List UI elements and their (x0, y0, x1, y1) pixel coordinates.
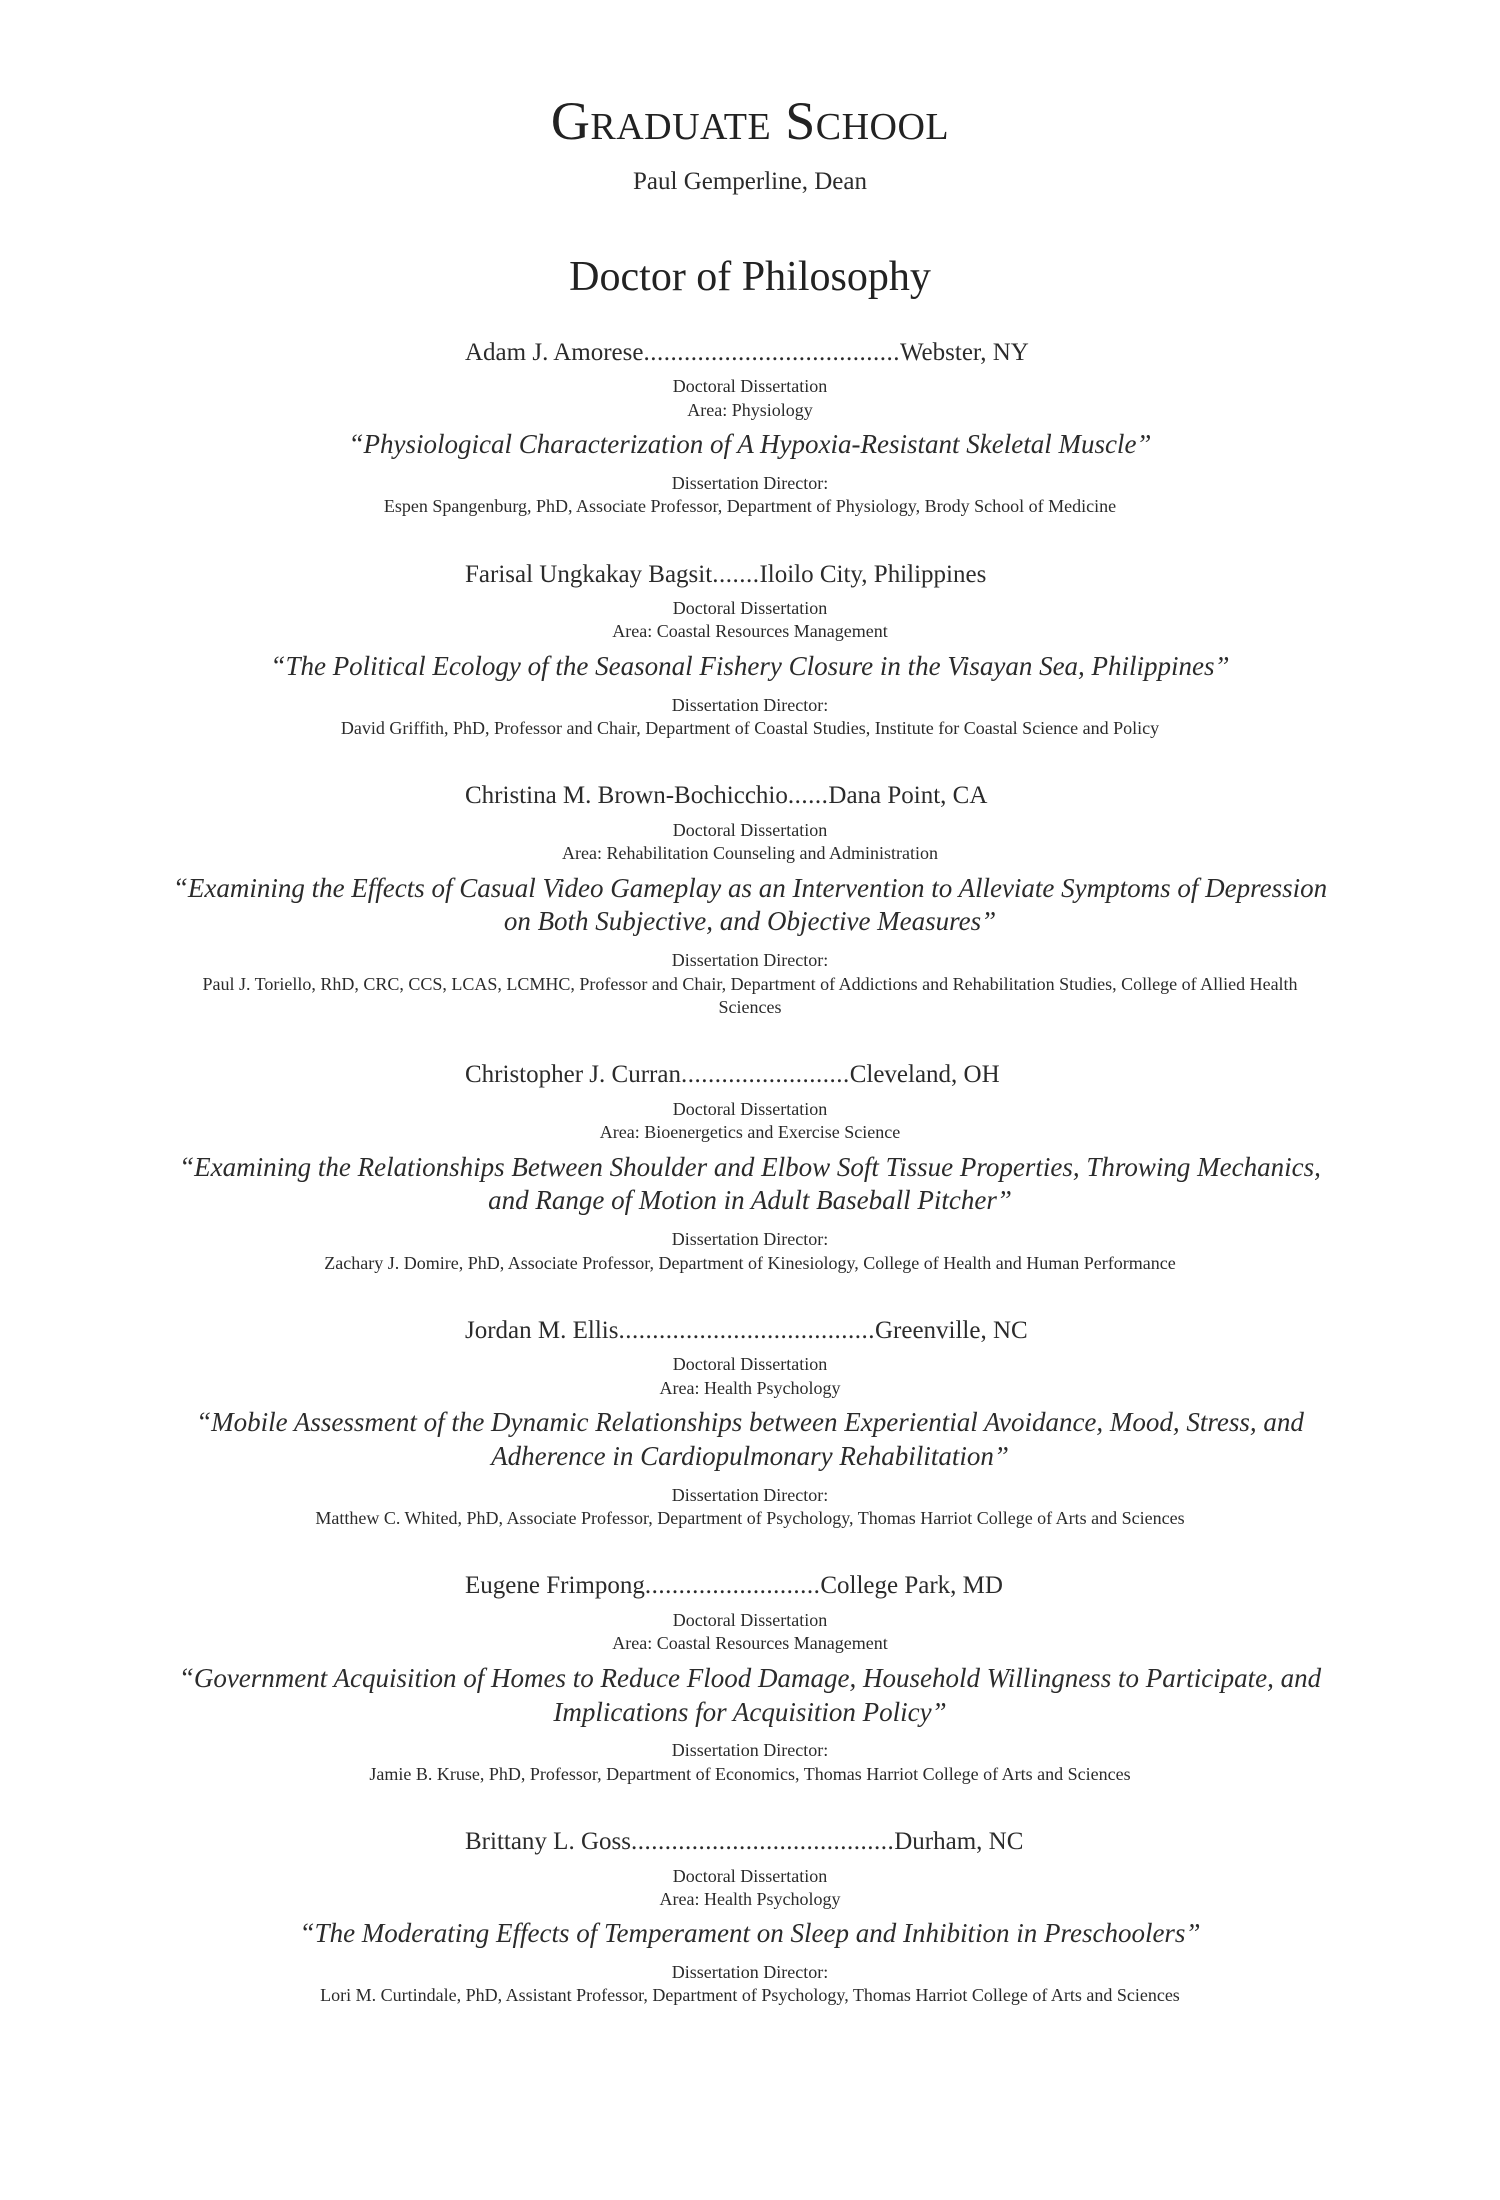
dissertation-area: Area: Bioenergetics and Exercise Science (599, 1122, 901, 1143)
director-label: Dissertation Director: (671, 1484, 829, 1505)
graduate-entry (0, 337, 1500, 519)
name-line (0, 1826, 1500, 1859)
student-name: Adam J. Amorese (465, 338, 644, 366)
dissertation-area: Area: Rehabilitation Counseling and Administration (562, 843, 938, 864)
dissertation-type: Doctoral Dissertation (672, 376, 828, 397)
name-line (0, 559, 1500, 592)
student-name: Christina M. Brown-Bochicchio (465, 782, 788, 810)
name-line (0, 1059, 1500, 1092)
student-name: Jordan M. Ellis (465, 1316, 619, 1344)
hometown: College Park, MD (820, 1572, 1003, 1600)
dissertation-director: David Griffith, PhD, Professor and Chair, Department of Coastal Studies, Institute for Coastal Science and Policy (340, 718, 1160, 739)
dissertation-type: Doctoral Dissertation (672, 1865, 828, 1886)
dissertation-area: Area: Physiology (687, 399, 813, 420)
dissertation-area: Area: Coastal Resources Management (612, 621, 888, 642)
school-title: Graduate School (550, 91, 950, 151)
graduate-entry (0, 780, 1500, 1019)
student-name: Farisal Ungkakay Bagsit (465, 560, 713, 588)
leader-dots: ......................... (680, 1061, 850, 1089)
hometown: Iloilo City, Philippines (759, 560, 987, 588)
leader-dots: ....................................... (630, 1828, 895, 1856)
dissertation-type: Doctoral Dissertation (672, 598, 828, 619)
graduate-entry (0, 1315, 1500, 1531)
director-label: Dissertation Director: (671, 694, 829, 715)
dissertation-area: Area: Health Psychology (659, 1888, 841, 1909)
hometown: Dana Point, CA (828, 782, 988, 810)
dissertation-director: Lori M. Curtindale, PhD, Assistant Professor, Department of Psychology, Thomas Harriot College of Arts and Sciences (320, 1985, 1180, 2006)
dissertation-title: “The Political Ecology of the Seasonal Fishery Closure in the Visayan Sea, Philippines” (270, 650, 1230, 681)
graduate-entry (0, 1826, 1500, 2008)
student-name: Christopher J. Curran (465, 1061, 681, 1089)
dissertation-title: “Examining the Relationships Between Shoulder and Elbow Soft Tissue Properties, Throwing Mechanics, and Range of Motion in Adult Baseball Pitcher” (179, 1151, 1321, 1216)
graduate-list (0, 337, 1500, 2008)
dissertation-title: “Examining the Effects of Casual Video Gameplay as an Intervention to Alleviate Symptoms of Depression on Both Subjective, and Objective Measures” (172, 872, 1328, 937)
hometown: Webster, NY (899, 338, 1029, 366)
director-label: Dissertation Director: (671, 1740, 829, 1761)
dissertation-title: “Government Acquisition of Homes to Reduce Flood Damage, Household Willingness to Participate, and Implications for Acquisition Policy” (178, 1662, 1322, 1727)
dissertation-type: Doctoral Dissertation (672, 1354, 828, 1375)
dissertation-title: “Mobile Assessment of the Dynamic Relationships between Experiential Avoidance, Mood, Stress, and Adherence in Cardiopulmonary Rehabilitation” (196, 1407, 1304, 1471)
leader-dots: ...................................... (643, 338, 900, 366)
graduate-entry (0, 1059, 1500, 1275)
dissertation-type: Doctoral Dissertation (672, 1609, 828, 1630)
dissertation-director: Espen Spangenburg, PhD, Associate Professor, Department of Physiology, Brody School of Medicine (383, 496, 1117, 517)
director-label: Dissertation Director: (671, 950, 829, 971)
page-header (0, 0, 1500, 303)
dissertation-type: Doctoral Dissertation (672, 819, 828, 840)
student-name: Eugene Frimpong (465, 1572, 645, 1600)
dissertation-title: “Physiological Characterization of A Hypoxia-Resistant Skeletal Muscle” (348, 429, 1152, 460)
name-line (0, 1315, 1500, 1348)
leader-dots: ....... (712, 560, 760, 588)
leader-dots: ...................................... (618, 1316, 875, 1344)
dissertation-director: Zachary J. Domire, PhD, Associate Professor, Department of Kinesiology, College of Health and Human Performance (324, 1252, 1176, 1273)
leader-dots: .......................... (644, 1572, 821, 1600)
dissertation-title: “The Moderating Effects of Temperament on Sleep and Inhibition in Preschoolers” (299, 1918, 1201, 1949)
degree-heading: Doctor of Philosophy (569, 254, 931, 301)
leader-dots: ...... (787, 782, 829, 810)
director-label: Dissertation Director: (671, 1229, 829, 1250)
name-line (0, 780, 1500, 813)
name-line (0, 1570, 1500, 1603)
name-line (0, 337, 1500, 370)
hometown: Greenville, NC (874, 1316, 1028, 1344)
student-name: Brittany L. Goss (465, 1828, 631, 1856)
dissertation-director: Matthew C. Whited, PhD, Associate Professor, Department of Psychology, Thomas Harriot College of Arts and Sciences (315, 1508, 1185, 1529)
director-label: Dissertation Director: (671, 472, 829, 493)
dean-name: Paul Gemperline, Dean (633, 168, 867, 196)
director-label: Dissertation Director: (671, 1962, 829, 1983)
dissertation-area: Area: Coastal Resources Management (612, 1633, 888, 1654)
hometown: Cleveland, OH (849, 1061, 1000, 1089)
dissertation-type: Doctoral Dissertation (672, 1098, 828, 1119)
graduate-entry (0, 1570, 1500, 1786)
dissertation-director: Paul J. Toriello, RhD, CRC, CCS, LCAS, LCMHC, Professor and Chair, Department of Addictions and Rehabilitation Studies, College of Allied Health Sciences (202, 973, 1298, 1017)
dissertation-area: Area: Health Psychology (659, 1377, 841, 1398)
graduate-entry (0, 559, 1500, 741)
hometown: Durham, NC (894, 1828, 1024, 1856)
dissertation-director: Jamie B. Kruse, PhD, Professor, Department of Economics, Thomas Harriot College of Arts and Sciences (369, 1763, 1131, 1784)
